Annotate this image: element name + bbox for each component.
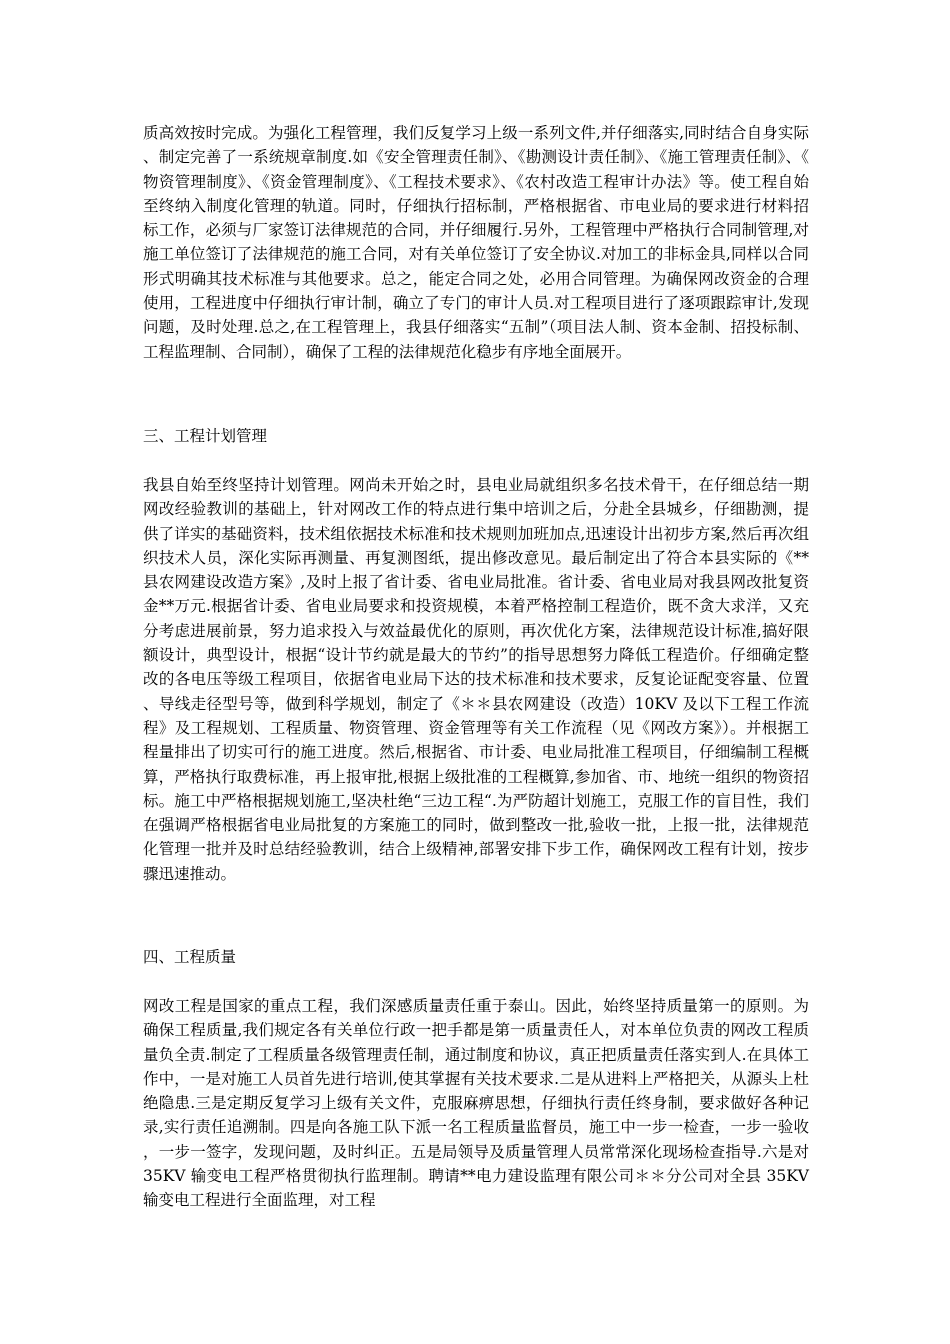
paragraph-quality: 网改工程是国家的重点工程，我们深感质量责任重于泰山。因此，始终坚持质量第一的原则。为确保工程质量,我们规定各有关单位行政一把手都是第一质量责任人，对本单位负责的网改工程质量负全责.制定了工程质量各级管理责任制，通过制度和协议，真正把质量责任落实到人.在具体工作中，一是对施工人员首先进行培训,使其掌握有关技术要求.二是从进料上严格把关，从源头上杜绝隐患.三是定期反复学习上级有关文件，克服麻痹思想，仔细执行责任终身制，要求做好各种记录,实行责任追溯制。四是向各施工队下派一名工程质量监督员，施工中一步一检查，一步一验收，一步一签字，发现问题，及时纠正。五是局领导及质量管理人员常常深化现场检查指导.六是对 35KV 输变电工程严格贯彻执行监理制。聘请**电力建设监理有限公司＊＊分公司对全县 35KV 输变电工程进行全面监理，对工程 <box>143 997 809 1210</box>
paragraph-plan-management: 我县自始至终坚持计划管理。网尚未开始之时，县电业局就组织多名技术骨干，在仔细总结一期网改经验教训的基础上，针对网改工作的特点进行集中培训之后，分赴全县城乡，仔细勘测，提供了详实的基础资料，技术组依据技术标准和技术规则加班加点,迅速设计出初步方案,然后再次组织技术人员，深化实际再测量、再复测图纸，提出修改意见。最后制定出了符合本县实际的《**县农网建设改造方案》,及时上报了省计委、省电业局批准。省计委、省电业局对我县网改批复资金**万元.根据省计委、省电业局要求和投资规模，本着严格控制工程造价，既不贪大求洋，又充分考虑进展前景，努力追求投入与效益最优化的原则，再次优化方案，法律规范设计标准,搞好限额设计，典型设计，根据“设计节约就是最大的节约”的指导思想努力降低工程造价。仔细确定整改的各电压等级工程项目，依据省电业局下达的技术标准和技术要求，反复论证配变容量、位置、导线走径型号等，做到科学规划，制定了《＊＊县农网建设（改造）10KV 及以下工程工作流程》及工程规划、工程质量、物资管理、资金管理等有关工作流程（见《网改方案》）。并根据工程量排出了切实可行的施工进度。然后,根据省、市计委、电业局批准工程项目，仔细编制工程概算，严格执行取费标准，再上报审批,根据上级批准的工程概算,参加省、市、地统一组织的物资招标。施工中严格根据规划施工,坚决杜绝“三边工程“.为严防超计划施工，克服工作的盲目性，我们在强调严格根据省电业局批复的方案施工的同时，做到整改一批,验收一批，上报一批，法律规范化管理一批并及时总结经验教训，结合上级精神,部署安排下步工作，确保网改工程有计划，按步骤迅速推动。 <box>143 476 809 883</box>
paragraph-engineering-management: 质高效按时完成。为强化工程管理，我们反复学习上级一系列文件,并仔细落实,同时结合自身实际、制定完善了一系统规章制度.如《安全管理责任制》、《勘测设计责任制》、《施工管理责任制》、《物资管理制度》、《资金管理制度》、《工程技术要求》、《农村改造工程审计办法》等。使工程自始至终纳入制度化管理的轨道。同时，仔细执行招标制，严格根据省、市电业局的要求进行材料招标工作，必须与厂家签订法律规范的合同，并仔细履行.另外，工程管理中严格执行合同制管理,对施工单位签订了法律规范的施工合同，对有关单位签订了安全协议.对加工的非标金具,同样以合同形式明确其技术标准与其他要求。总之，能定合同之处，必用合同管理。为确保网改资金的合理使用，工程进度中仔细执行审计制，确立了专门的审计人员.对工程项目进行了逐项跟踪审计,发现问题，及时处理.总之,在工程管理上，我县仔细落实“五制”（项目法人制、资本金制、招投标制、工程监理制、合同制），确保了工程的法律规范化稳步有序地全面展开。 <box>143 124 809 361</box>
section-heading-plan-management: 三、工程计划管理 <box>143 427 268 445</box>
section-heading-quality: 四、工程质量 <box>143 948 237 966</box>
